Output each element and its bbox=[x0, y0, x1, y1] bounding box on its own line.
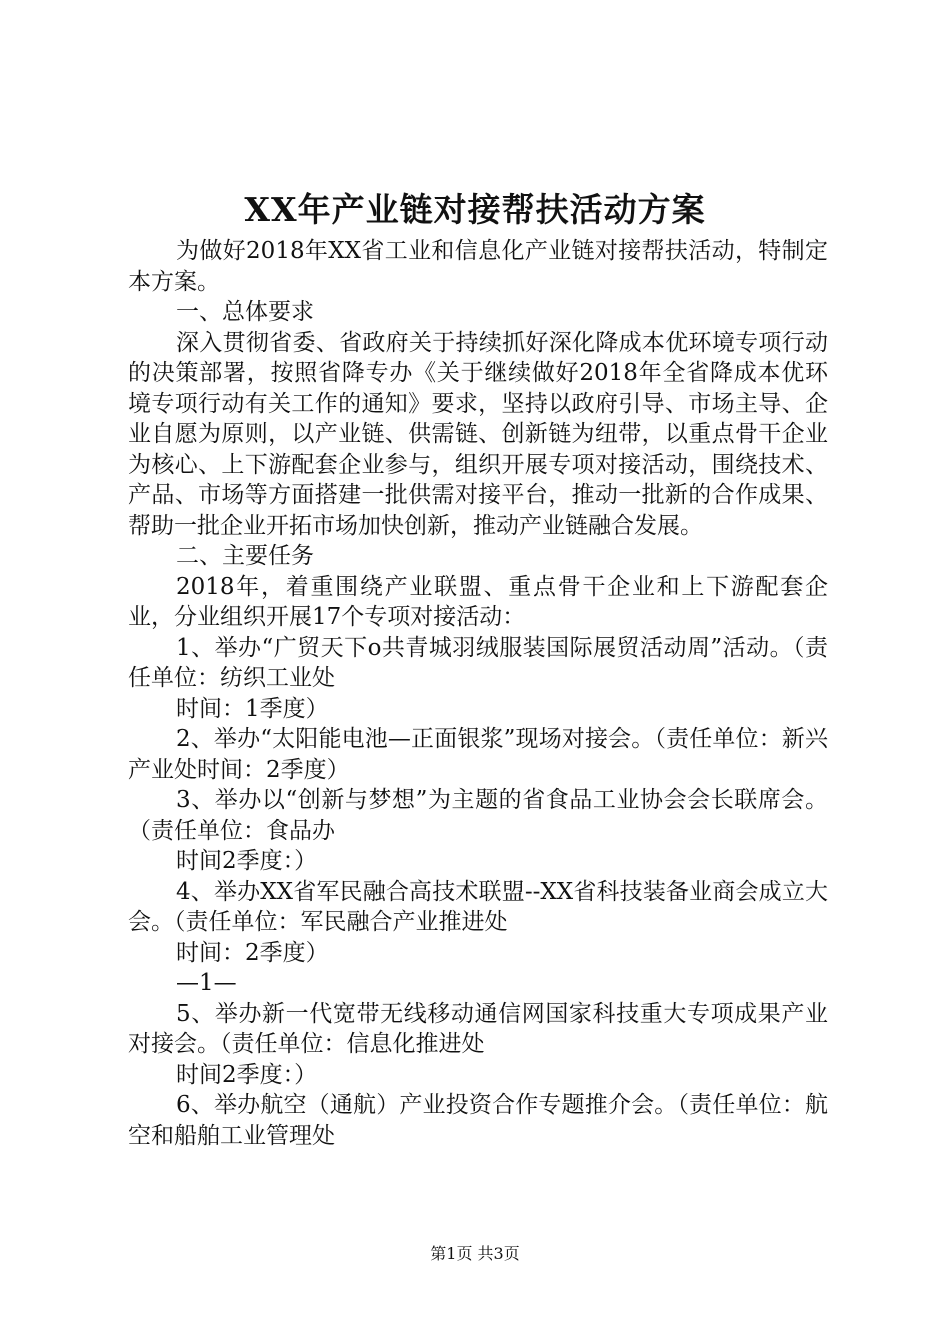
task-item-1: 1、举办“广贸天下o共青城羽绒服装国际展贸活动周”活动。（责任单位：纺织工业处 bbox=[128, 634, 828, 691]
section-heading-tasks: 二、主要任务 bbox=[176, 543, 314, 569]
task-item-5-time: 时间2季度：） bbox=[176, 1061, 318, 1088]
section-heading-general: 一、总体要求 bbox=[176, 299, 314, 325]
task-item-4-time: 时间：2季度） bbox=[176, 939, 329, 966]
document-body bbox=[128, 236, 828, 1151]
document-title: XX年产业链对接帮扶活动方案 bbox=[244, 190, 706, 229]
task-item-2: 2、举办“太阳能电池—正面银浆”现场对接会。（责任单位：新兴产业处时间：2季度） bbox=[128, 726, 828, 783]
task-item-3: 3、举办以“创新与梦想”为主题的省食品工业协会会长联席会。（责任单位：食品办 bbox=[128, 787, 828, 844]
general-requirements-paragraph: 深入贯彻省委、省政府关于持续抓好深化降成本优环境专项行动的决策部署，按照省降专办《关于继续做好2018年全省降成本优环境专项行动有关工作的通知》要求，坚持以政府引导、市场主导、企业自愿为原则，以产业链、供需链、创新链为纽带，以重点骨干企业为核心、上下游配套企业参与，组织开展专项对接活动，围绕技术、产品、市场等方面搭建一批供需对接平台，推动一批新的合作成果、帮助一批企业开拓市场加快创新，推动产业链融合发展。 bbox=[128, 329, 828, 539]
tasks-intro-paragraph: 2018年，着重围绕产业联盟、重点骨干企业和上下游配套企业，分业组织开展17个专项对接活动： bbox=[128, 573, 828, 630]
task-item-5: 5、举办新一代宽带无线移动通信网国家科技重大专项成果产业对接会。（责任单位：信息化推进处 bbox=[128, 1000, 828, 1057]
intro-paragraph: 为做好2018年XX省工业和信息化产业链对接帮扶活动，特制定本方案。 bbox=[128, 238, 828, 295]
task-item-6: 6、举办航空（通航）产业投资合作专题推介会。（责任单位：航空和船舶工业管理处 bbox=[128, 1092, 828, 1149]
task-item-3-time: 时间2季度：） bbox=[176, 848, 318, 874]
task-item-4: 4、举办XX省军民融合高技术联盟--XX省科技装备业商会成立大会。（责任单位：军民融合产业推进处 bbox=[128, 878, 828, 935]
task-item-1-time: 时间：1季度） bbox=[176, 695, 329, 722]
page-footer: 第1页 共3页 bbox=[430, 1244, 520, 1263]
inline-page-marker: —1— bbox=[176, 970, 237, 996]
